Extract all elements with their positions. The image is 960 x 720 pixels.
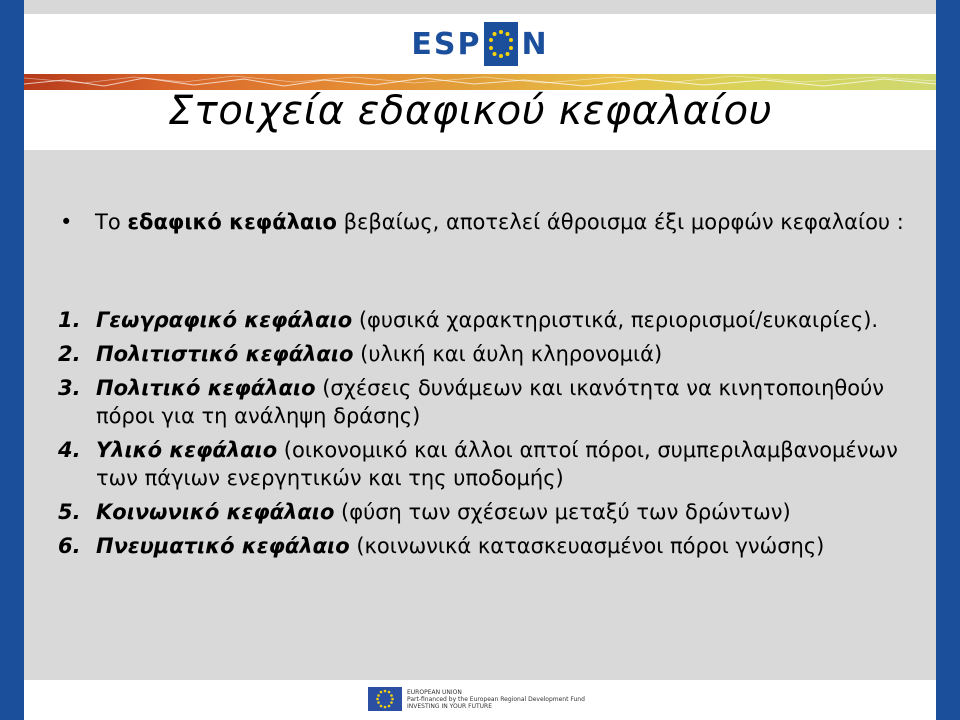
right-border (936, 0, 960, 720)
left-border (0, 0, 24, 720)
list-item (58, 532, 918, 560)
bullet-icon: • (60, 210, 73, 234)
list-item-number: 5. (58, 500, 81, 524)
list-item-desc: (κοινωνικά κατασκευασμένοι πόροι γνώσης) (349, 534, 825, 558)
logo-text-right: N (521, 26, 549, 62)
list-item-desc: (υλική και άυλη κληρονομιά) (353, 342, 663, 366)
eu-line-3: INVESTING IN YOUR FUTURE (407, 702, 492, 710)
list-item-term: Πολιτιστικό κεφάλαιο (96, 342, 354, 366)
eu-line-2: Part-financed by the European Regional Development Fund (407, 695, 585, 703)
bullet-bold-term: εδαφικό κεφάλαιο (127, 210, 337, 234)
logo-text-left: ESP (411, 26, 482, 62)
eu-line-1: EUROPEAN UNION (407, 688, 462, 696)
eu-stars-icon (484, 22, 518, 66)
intro-bullet (60, 208, 910, 236)
list-item-number: 3. (58, 376, 81, 400)
list-item-number: 2. (58, 342, 81, 366)
list-item-term: Κοινωνικό κεφάλαιο (96, 500, 335, 524)
list-item-desc: (σχέσεις δυνάμεων και ικανότητα να κινητοποιηθούν πόροι για τη ανάληψη δράσης) (96, 376, 884, 428)
top-bar (24, 0, 936, 14)
list-item-number: 6. (58, 534, 81, 558)
bullet-text-before: Το (95, 210, 128, 234)
list-item-desc: (φύση των σχέσεων μεταξύ των δρώντων) (334, 500, 791, 524)
list-item (58, 436, 918, 492)
list-item-term: Γεωγραφικό κεφάλαιο (96, 308, 353, 332)
eu-funding-logo (368, 687, 585, 711)
list-item-term: Πολιτικό κεφάλαιο (96, 376, 316, 400)
list-item (58, 306, 918, 334)
list-item (58, 374, 918, 430)
list-item-desc: (οικονομικό και άλλοι απτοί πόροι, συμπεριλαμβανομένων των πάγιων ενεργητικών και της υποδομής) (96, 438, 898, 490)
list-item-number: 1. (58, 308, 81, 332)
slide-title: Στοιχεία εδαφικού κεφαλαίου (168, 88, 773, 134)
list-item (58, 498, 918, 526)
list-item-term: Υλικό κεφάλαιο (96, 438, 278, 462)
list-item-term: Πνευματικό κεφάλαιο (96, 534, 350, 558)
list-item-desc: (φυσικά χαρακτηριστικά, περιορισμοί/ευκαιρίες). (352, 308, 879, 332)
capital-forms-list (58, 306, 918, 566)
list-item-number: 4. (58, 438, 81, 462)
eu-flag-icon (368, 687, 402, 711)
list-item (58, 340, 918, 368)
bullet-text-after: βεβαίως, αποτελεί άθροισμα έξι μορφών κεφαλαίου : (336, 210, 904, 234)
espon-logo (0, 14, 960, 74)
